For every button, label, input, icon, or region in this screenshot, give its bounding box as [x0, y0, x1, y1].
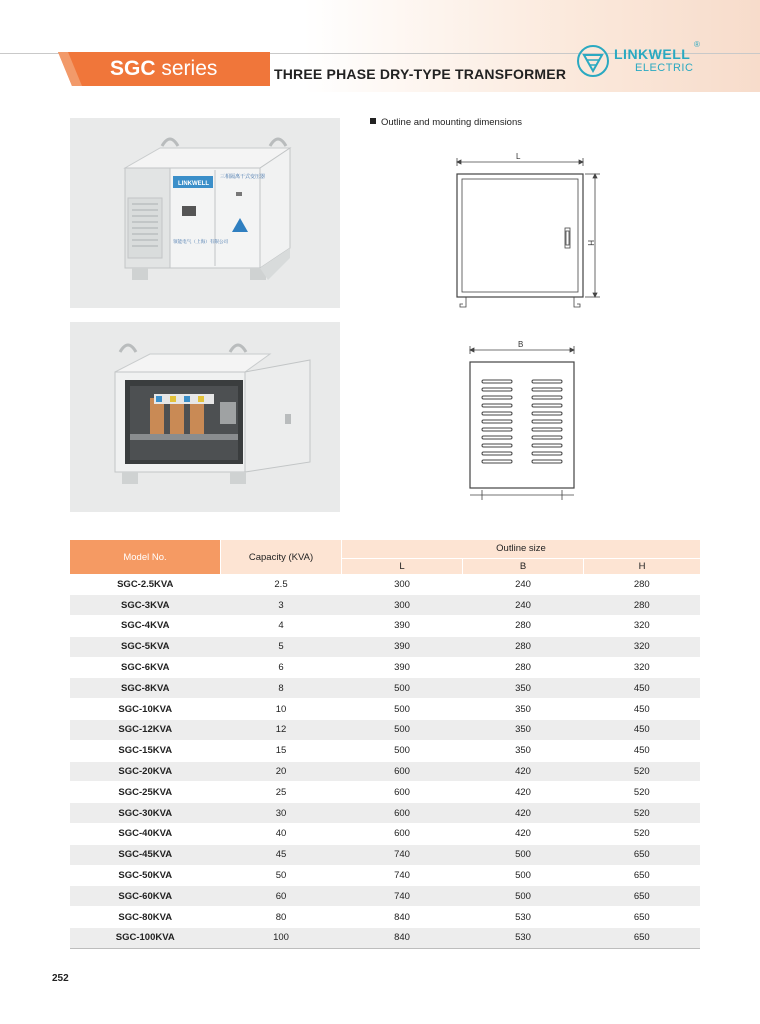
cell-b: 240	[463, 595, 584, 616]
cell-model: SGC-60KVA	[70, 886, 221, 907]
cell-h: 650	[584, 844, 701, 865]
cell-capacity: 12	[221, 720, 342, 741]
cabinet-brand-text: LINKWELL	[178, 181, 209, 187]
cell-model: SGC-8KVA	[70, 678, 221, 699]
cabinet-company-text: 领能电气（上海）有限公司	[173, 240, 229, 245]
cell-model: SGC-15KVA	[70, 740, 221, 761]
cell-h: 650	[584, 907, 701, 928]
side-dim-b: B	[518, 340, 524, 349]
table-row	[70, 595, 700, 616]
outline-label-text: Outline and mounting dimensions	[381, 117, 523, 128]
table-row	[70, 928, 700, 949]
col-header-h: H	[584, 558, 701, 574]
cell-h: 280	[584, 574, 701, 595]
logo-name: LINKWELL	[614, 46, 691, 62]
table-row	[70, 636, 700, 657]
cell-l: 740	[342, 844, 463, 865]
cell-b: 530	[463, 907, 584, 928]
cell-capacity: 10	[221, 699, 342, 720]
cell-b: 240	[463, 574, 584, 595]
cell-capacity: 5	[221, 636, 342, 657]
cell-l: 500	[342, 740, 463, 761]
cell-b: 350	[463, 740, 584, 761]
cell-model: SGC-50KVA	[70, 865, 221, 886]
cell-model: SGC-5KVA	[70, 636, 221, 657]
table-row	[70, 699, 700, 720]
cell-model: SGC-4KVA	[70, 616, 221, 637]
cell-capacity: 80	[221, 907, 342, 928]
cell-l: 500	[342, 720, 463, 741]
cell-model: SGC-12KVA	[70, 720, 221, 741]
cell-capacity: 40	[221, 824, 342, 845]
cell-l: 600	[342, 782, 463, 803]
table-row	[70, 824, 700, 845]
front-dim-l: L	[516, 152, 521, 161]
col-header-b: B	[463, 558, 584, 574]
spec-table	[70, 540, 700, 949]
cell-capacity: 3	[221, 595, 342, 616]
table-row	[70, 844, 700, 865]
cell-model: SGC-80KVA	[70, 907, 221, 928]
cell-b: 420	[463, 824, 584, 845]
cell-model: SGC-45KVA	[70, 844, 221, 865]
table-row	[70, 574, 700, 595]
cell-h: 450	[584, 678, 701, 699]
table-row	[70, 886, 700, 907]
table-row	[70, 803, 700, 824]
cell-h: 650	[584, 886, 701, 907]
cell-b: 280	[463, 657, 584, 678]
series-suffix: series	[155, 57, 218, 80]
bullet-square-icon	[370, 118, 376, 124]
cell-h: 650	[584, 865, 701, 886]
table-row	[70, 657, 700, 678]
cell-h: 520	[584, 803, 701, 824]
cell-model: SGC-3KVA	[70, 595, 221, 616]
cell-l: 300	[342, 595, 463, 616]
cell-l: 500	[342, 678, 463, 699]
logo-registered: ®	[694, 40, 700, 49]
cell-capacity: 50	[221, 865, 342, 886]
table-row	[70, 740, 700, 761]
cell-l: 500	[342, 699, 463, 720]
page-number: 252	[52, 973, 69, 984]
cell-b: 420	[463, 761, 584, 782]
front-view-diagram	[450, 150, 600, 315]
table-row	[70, 907, 700, 928]
open-cabinet-image	[70, 322, 340, 512]
cell-l: 840	[342, 907, 463, 928]
cell-l: 600	[342, 803, 463, 824]
cell-l: 390	[342, 616, 463, 637]
closed-cabinet-image	[70, 118, 340, 308]
logo-sub: ELECTRIC	[635, 62, 694, 74]
product-photo-open	[70, 322, 340, 512]
cell-capacity: 20	[221, 761, 342, 782]
cell-model: SGC-6KVA	[70, 657, 221, 678]
table-row	[70, 678, 700, 699]
spec-table-body	[70, 574, 700, 948]
series-prefix: SGC	[110, 57, 156, 80]
col-header-model: Model No.	[70, 540, 221, 574]
col-header-l: L	[342, 558, 463, 574]
cell-l: 840	[342, 928, 463, 949]
series-label	[110, 57, 217, 81]
cell-capacity: 4	[221, 616, 342, 637]
cell-l: 390	[342, 636, 463, 657]
cabinet-label-text: 三相隔离干式变压器	[220, 174, 266, 180]
cell-h: 450	[584, 740, 701, 761]
side-view-diagram	[462, 340, 582, 505]
cell-h: 650	[584, 928, 701, 949]
cell-model: SGC-20KVA	[70, 761, 221, 782]
cell-b: 350	[463, 720, 584, 741]
cell-capacity: 25	[221, 782, 342, 803]
cell-h: 320	[584, 657, 701, 678]
cell-capacity: 45	[221, 844, 342, 865]
front-dim-h: H	[586, 240, 595, 246]
cell-capacity: 30	[221, 803, 342, 824]
cell-b: 350	[463, 678, 584, 699]
cell-b: 350	[463, 699, 584, 720]
table-row	[70, 761, 700, 782]
product-photo-closed	[70, 118, 340, 308]
cell-b: 280	[463, 616, 584, 637]
cell-l: 600	[342, 761, 463, 782]
cell-h: 520	[584, 761, 701, 782]
table-row	[70, 616, 700, 637]
cell-b: 280	[463, 636, 584, 657]
cell-h: 520	[584, 824, 701, 845]
cell-l: 600	[342, 824, 463, 845]
cell-h: 450	[584, 699, 701, 720]
cell-b: 500	[463, 865, 584, 886]
cell-b: 500	[463, 844, 584, 865]
cell-b: 420	[463, 803, 584, 824]
outline-label	[370, 117, 522, 128]
col-header-capacity: Capacity (KVA)	[221, 540, 342, 574]
cell-capacity: 100	[221, 928, 342, 949]
table-row	[70, 865, 700, 886]
cell-h: 280	[584, 595, 701, 616]
cell-model: SGC-2.5KVA	[70, 574, 221, 595]
page-title: THREE PHASE DRY-TYPE TRANSFORMER	[274, 66, 567, 82]
cell-h: 450	[584, 720, 701, 741]
cell-b: 500	[463, 886, 584, 907]
cell-h: 320	[584, 616, 701, 637]
logo-mark-icon	[576, 44, 610, 78]
col-header-outline: Outline size	[342, 540, 701, 558]
cell-h: 320	[584, 636, 701, 657]
cell-capacity: 60	[221, 886, 342, 907]
cell-b: 420	[463, 782, 584, 803]
cell-model: SGC-100KVA	[70, 928, 221, 949]
cell-model: SGC-40KVA	[70, 824, 221, 845]
cell-model: SGC-10KVA	[70, 699, 221, 720]
table-row	[70, 720, 700, 741]
cell-capacity: 8	[221, 678, 342, 699]
cell-l: 740	[342, 886, 463, 907]
cell-b: 530	[463, 928, 584, 949]
table-row	[70, 782, 700, 803]
cell-capacity: 15	[221, 740, 342, 761]
cell-l: 390	[342, 657, 463, 678]
cell-l: 740	[342, 865, 463, 886]
cell-model: SGC-30KVA	[70, 803, 221, 824]
cell-l: 300	[342, 574, 463, 595]
cell-capacity: 2.5	[221, 574, 342, 595]
cell-model: SGC-25KVA	[70, 782, 221, 803]
cell-h: 520	[584, 782, 701, 803]
cell-capacity: 6	[221, 657, 342, 678]
